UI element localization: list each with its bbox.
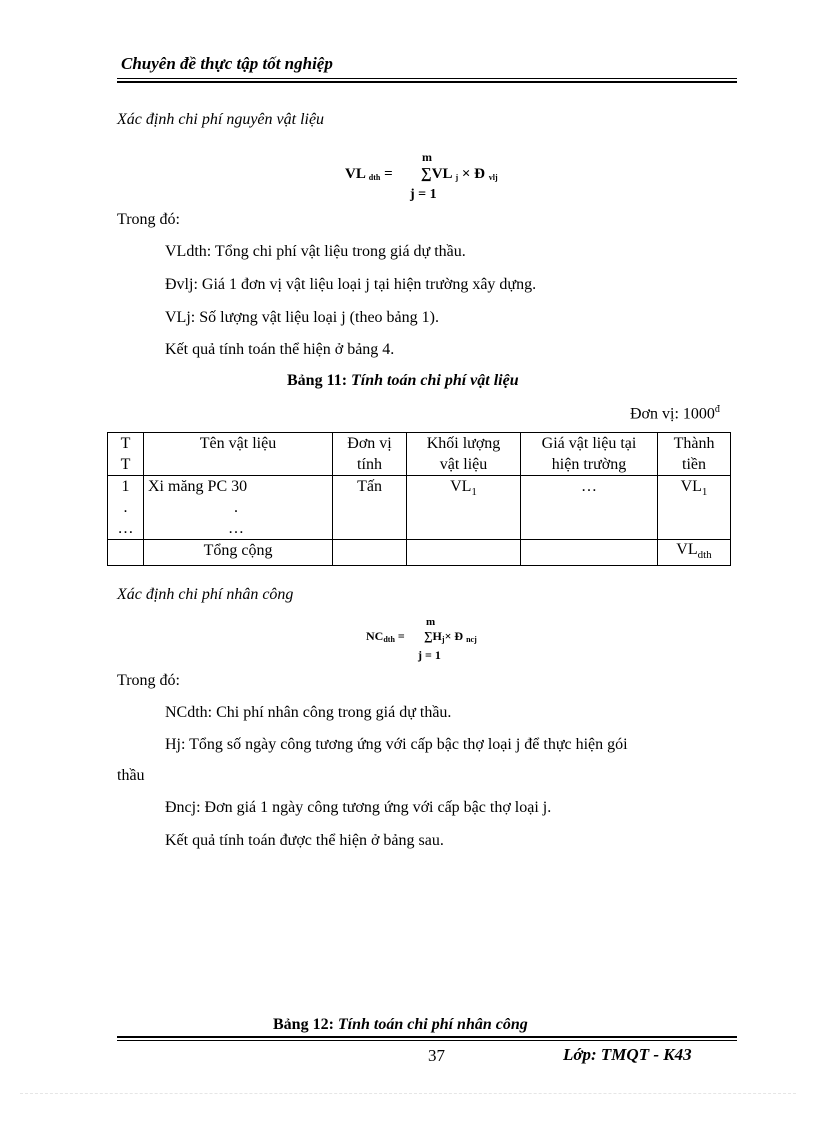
total-value: $VL_{dth}$ [658,540,731,566]
materials-cost-table [107,432,731,566]
total-cell-unit [333,540,407,566]
document-header-title: Chuyên đề thực tập tốt nghiệp [121,54,333,73]
definition-vlj: VLj: Số lượng vật liệu loại j (theo bảng 1). [165,309,439,326]
cell-unit: Tấn [333,476,407,540]
cell-quantity: $VL_1$ [407,476,521,540]
result-note-1: Kết quả tính toán thể hiện ở bảng 4. [165,341,395,358]
formula-lower-limit: j = 1 [410,187,437,202]
header-material-name: Tên vật liệu [144,433,333,476]
table-total-row [108,540,731,566]
header-tt: T T [108,433,144,476]
section-heading-materials: Xác định chi phí nguyên vật liệu [117,111,325,128]
total-cell-tt [108,540,144,566]
definition-hj: Hj: Tổng số ngày công tương ứng với cấp bậc thợ loại j để thực hiện gói [165,736,628,753]
definition-dncj: Đncj: Đơn giá 1 ngày công tương ứng với cấp bậc thợ loại j. [165,799,552,816]
formula2-lower-limit: j = 1 [418,648,441,662]
where-label-1: Trong đó: [117,211,180,228]
formula2-lhs: $NC_{dth}$ = [366,629,405,644]
footer-rule-thick [117,1036,737,1038]
definition-hj-continued: thầu [117,767,145,784]
footer-rule-thin [117,1040,737,1041]
formula-lhs: VL $_{dth}$ = [345,166,393,182]
result-note-2: Kết quả tính toán được thể hiện ở bảng sau. [165,832,444,849]
header-quantity: Khối lượng vật liệu [407,433,521,476]
total-cell-price [521,540,658,566]
definition-dvlj: Đvlj: Giá 1 đơn vị vật liệu loại j tại hiện trường xây dựng. [165,276,537,293]
header-unit: Đơn vị tính [333,433,407,476]
formula2-upper-limit: m [426,616,436,628]
total-label: Tổng cộng [144,540,333,566]
header-amount: Thành tiền [658,433,731,476]
formula-summation: ∑VL $_j$ × Đ $_{vlj}$ [421,166,498,182]
cell-amount: $VL_1$ [658,476,731,540]
header-site-price: Giá vật liệu tại hiện trường [521,433,658,476]
table-row [108,476,731,540]
materials-cost-formula [345,150,545,206]
table-12-caption: Bảng 12: Tính toán chi phí nhân công [273,1016,528,1033]
page-edge-divider [20,1093,796,1094]
definition-vldth: VLdth: Tổng chi phí vật liệu trong giá dự thầu. [165,243,466,260]
formula2-summation: $\sum H_j\times$ Đ $_{ncj}$ [424,629,477,644]
table-header-row [108,433,731,476]
table-11-caption: Bảng 11: Tính toán chi phí vật liệu [287,372,519,389]
where-label-2: Trong đó: [117,672,180,689]
definition-ncdth: NCdth: Chi phí nhân công trong giá dự thầu. [165,704,452,721]
total-cell-quantity [407,540,521,566]
cell-price: … [521,476,658,540]
header-rule-thin [117,78,737,79]
section-heading-labor: Xác định chi phí nhân công [117,586,294,603]
labor-cost-formula [366,616,516,666]
unit-label: Đơn vị: $1000^đ$ [630,404,720,423]
page-number: 37 [428,1046,445,1065]
header-rule-thick [117,81,737,83]
cell-tt: 1 . … [108,476,144,540]
class-label: Lớp: TMQT - K43 [563,1045,692,1064]
cell-material-name: Xi măng PC 30 . … [144,476,333,540]
formula-upper-limit: m [422,150,432,164]
